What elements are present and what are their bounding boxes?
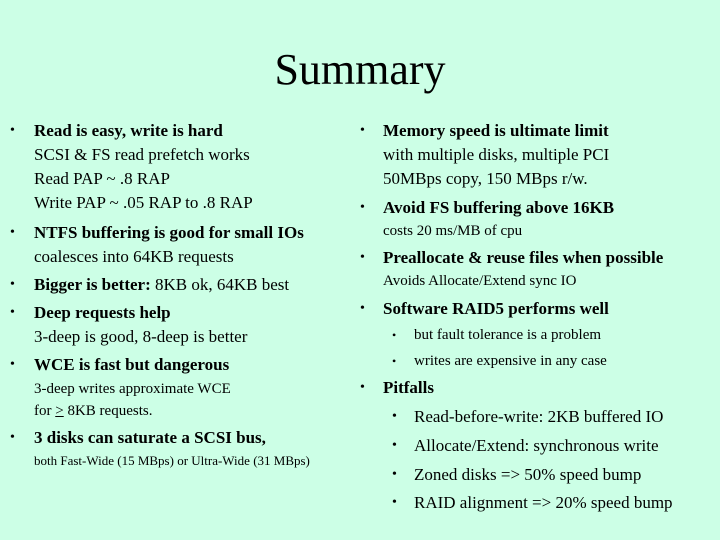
subpoint-avoids-allocate: Avoids Allocate/Extend sync IO [383,273,577,289]
subpoint-wce-approx: 3-deep writes approximate WCE [34,381,231,397]
bullet-icon: • [360,250,365,265]
bullet-icon: • [10,305,15,320]
pitfall-item: Allocate/Extend: synchronous write [414,436,659,455]
point-bigger-better [34,274,289,296]
subpoint-read-pap: Read PAP ~ .8 RAP [34,169,170,188]
wce-post: 8KB requests. [63,403,153,419]
subpoint-multiple-pci: with multiple disks, multiple PCI [383,145,610,164]
bullet-icon: • [10,123,15,138]
point-avoid-fs-buffering: Avoid FS buffering above 16KB [383,198,615,217]
raid-subitem: but fault tolerance is a problem [414,327,602,343]
subpoint-fast-wide: both Fast-Wide (15 MBps) or Ultra-Wide (31 MBps) [34,453,310,468]
point-pitfalls: Pitfalls [383,378,434,397]
pitfall-item: Zoned disks => 50% speed bump [414,465,642,484]
bullet-icon: • [360,380,365,395]
pitfall-item: Read-before-write: 2KB buffered IO [414,407,664,426]
wce-pre: for [34,403,56,419]
bullet-icon: • [360,123,365,138]
bullet-icon: • [392,495,397,510]
subpoint-write-pap: Write PAP ~ .05 RAP to .8 RAP [34,193,253,212]
subpoint-wce-requests [34,400,152,422]
subpoint-prefetch: SCSI & FS read prefetch works [34,145,250,164]
subpoint-copy-speed: 50MBps copy, 150 MBps r/w. [383,169,588,188]
point-wce: WCE is fast but dangerous [34,355,230,374]
point-software-raid5: Software RAID5 performs well [383,299,609,318]
subpoint-deep: 3-deep is good, 8-deep is better [34,327,248,346]
bullet-icon: • [392,328,397,342]
bigger-bold-label: Bigger is better: [34,275,151,294]
raid-subitem: writes are expensive in any case [414,353,607,369]
bigger-rest-label: 8KB ok, 64KB best [150,275,290,294]
bullet-icon: • [392,438,397,453]
bullet-icon: • [392,354,397,368]
bullet-icon: • [10,430,15,445]
bullet-icon: • [392,409,397,424]
wce-ge-symbol: > [55,403,64,419]
point-deep-requests: Deep requests help [34,303,171,322]
page-title: Summary [274,45,446,94]
point-read-write: Read is easy, write is hard [34,121,223,140]
subpoint-coalesces: coalesces into 64KB requests [34,247,234,266]
point-ntfs-buffering: NTFS buffering is good for small IOs [34,223,304,242]
bullet-icon: • [10,225,15,240]
point-preallocate: Preallocate & reuse files when possible [383,248,664,267]
point-memory-speed: Memory speed is ultimate limit [383,121,609,140]
point-three-disks: 3 disks can saturate a SCSI bus, [34,428,266,447]
bullet-icon: • [10,277,15,292]
bullet-icon: • [360,301,365,316]
bullet-icon: • [392,467,397,482]
pitfall-item: RAID alignment => 20% speed bump [414,493,673,512]
subpoint-cpu-cost: costs 20 ms/MB of cpu [383,223,523,239]
bullet-icon: • [360,200,365,215]
bullet-icon: • [10,357,15,372]
